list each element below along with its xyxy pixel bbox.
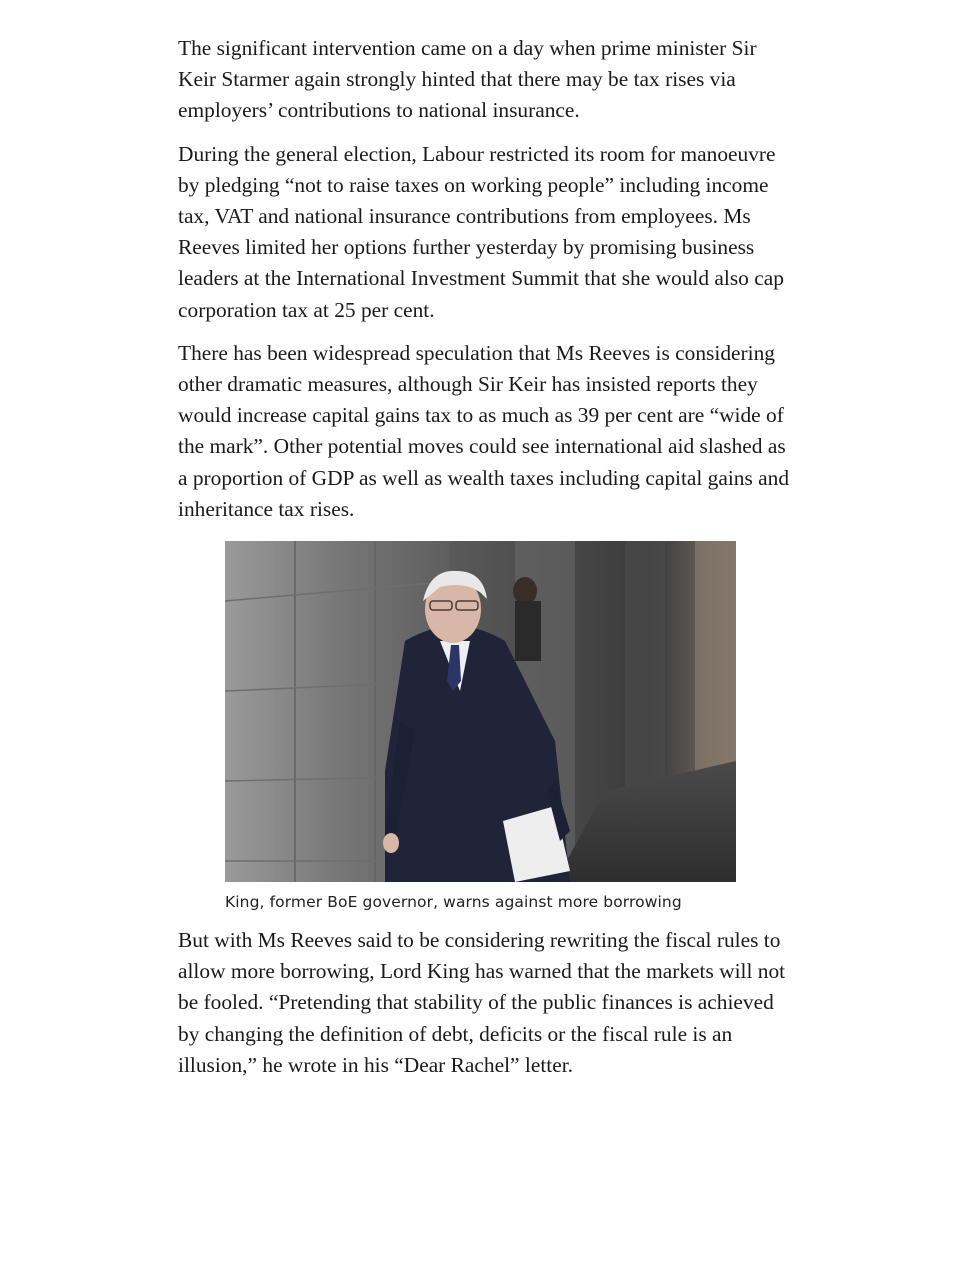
article-body xyxy=(178,33,798,1093)
article-figure xyxy=(178,541,798,911)
article-paragraph: But with Ms Reeves said to be considering rewriting the fiscal rules to allow more borrowing, Lord King has warned that the markets will not be fooled. “Pretending that stability of the public finances is achieved by changing the definition of debt, deficits or the fiscal rule is an illusion,” he wrote in his “Dear Rachel” letter. xyxy=(178,928,786,1077)
article-paragraph: During the general election, Labour restricted its room for manoeuvre by pledging “not to raise taxes on working people” including income tax, VAT and national insurance contributions from employees. Ms Reeves limited her options further yesterday by promising business leaders at the International Investment Summit that she would also cap corporation tax at 25 per cent. xyxy=(178,141,784,322)
photo-caption: King, former BoE governor, warns against more borrowing xyxy=(225,893,682,912)
article-photo xyxy=(225,541,736,882)
article-paragraph: There has been widespread speculation that Ms Reeves is considering other dramatic measures, although Sir Keir has insisted reports they would increase capital gains tax to as much as 39 per cent are “wide of the mark”. Other potential moves could see international aid slashed as a proportion of GDP as well as wealth taxes including capital gains and inheritance tax rises. xyxy=(178,340,790,521)
article-paragraph: The significant intervention came on a day when prime minister Sir Keir Starmer again strongly hinted that there may be tax rises via employers’ contributions to national insurance. xyxy=(178,36,757,123)
